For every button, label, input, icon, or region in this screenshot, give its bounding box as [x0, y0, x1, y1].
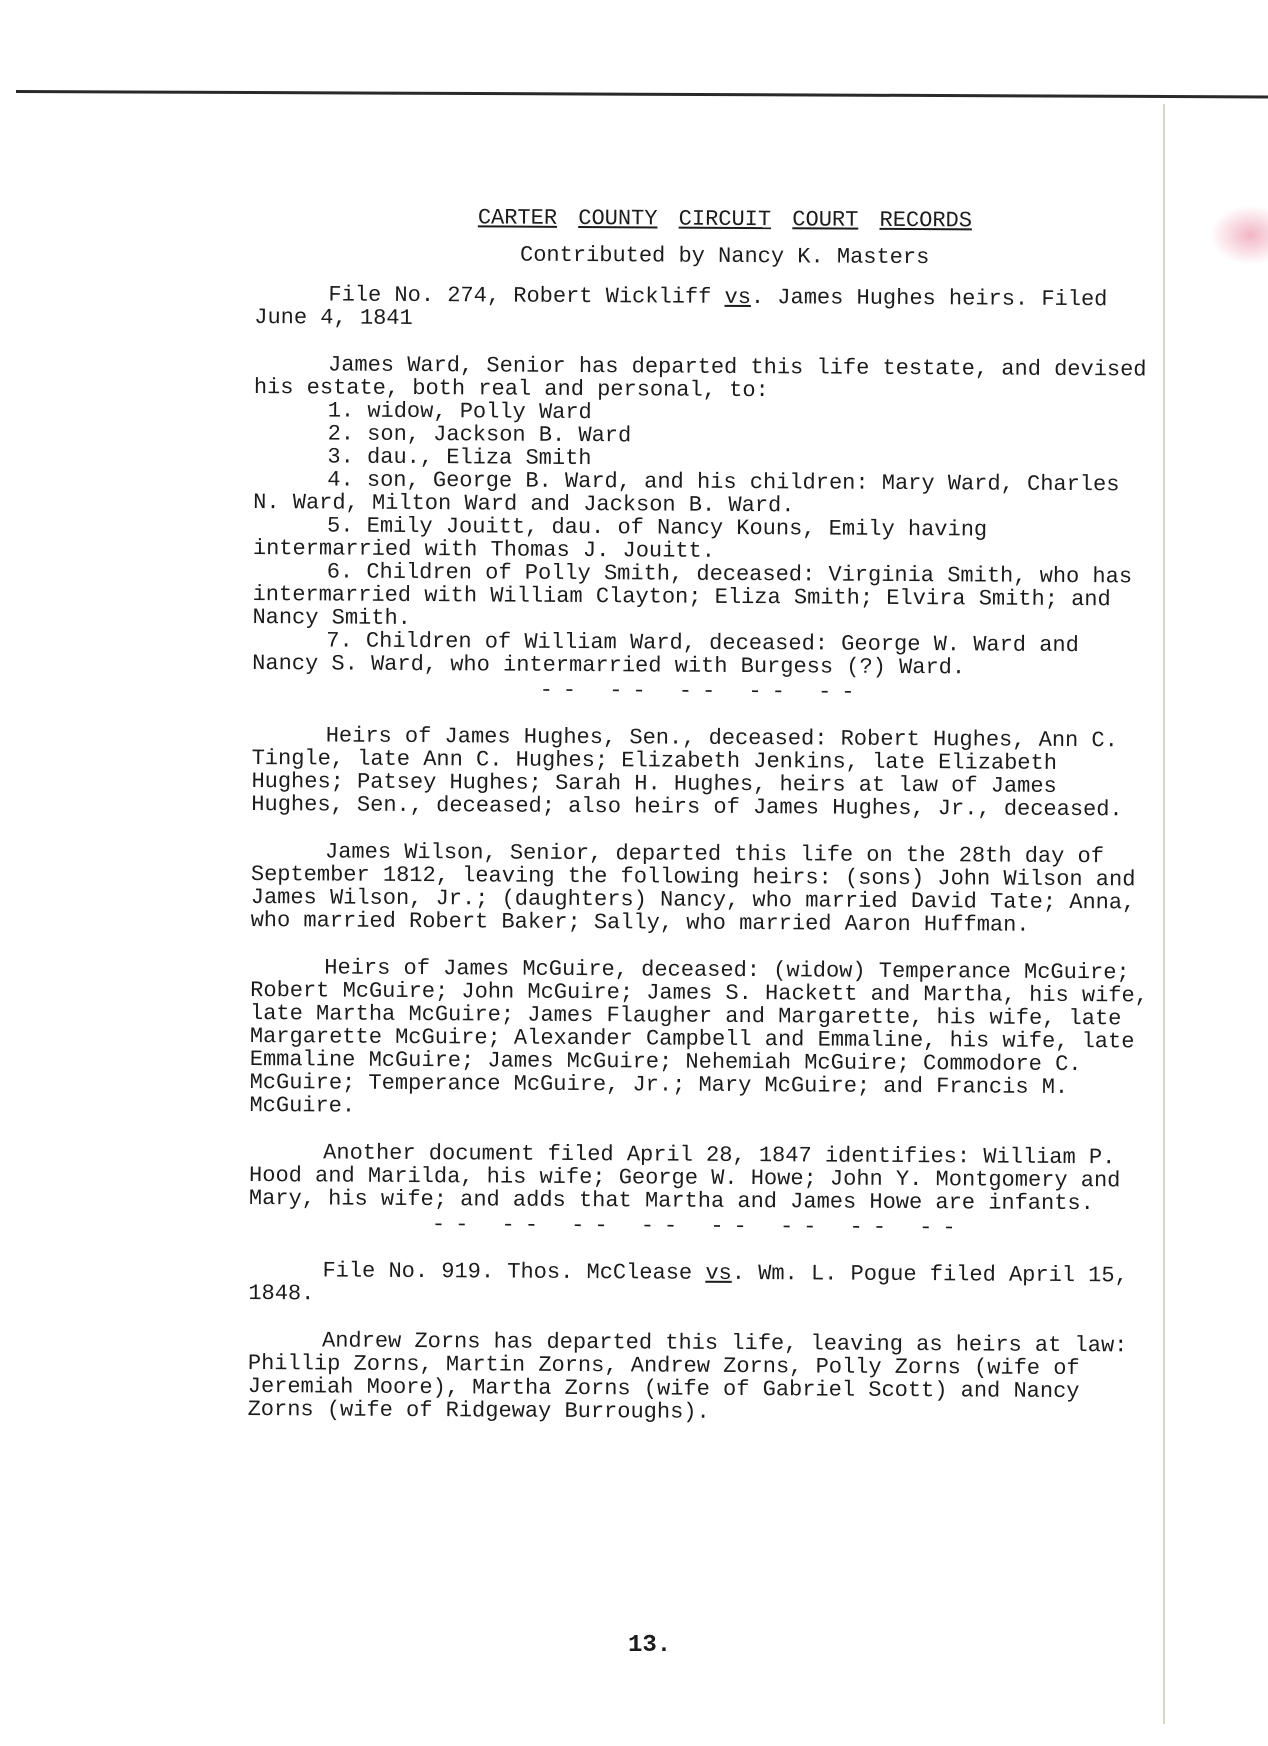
- ward-intro: James Ward, Senior has departed this life testate, and devised his estate, both real and personal, to:: [253, 352, 1147, 404]
- file-274-heading: [254, 283, 1154, 334]
- section-divider: -- -- -- -- --: [539, 677, 865, 705]
- title-word: RECORDS: [879, 207, 973, 234]
- vs-label: vs: [724, 284, 752, 311]
- file-919-heading: [248, 1259, 1148, 1310]
- another-document-paragraph: Another document filed April 28, 1847 identifies: William P. Hood and Marilda, his wife; George W. Howe; John Y. Montgomery and Mary, his wife; and adds that Martha and James Howe are infants.: [248, 1140, 1121, 1217]
- wilson-paragraph: James Wilson, Senior, departed this life on the 28th day of September 1812, leaving the following heirs: (sons) John Wilson and James Wilson, Jr.; (daughters) Nancy, who married David Tate; Anna, who married Robert Baker; Sally, who married Aaron Huffman.: [250, 839, 1136, 938]
- ward-item-6: 6. Children of Polly Smith, deceased: Virginia Smith, who has intermarried with William Clayton; Eliza Smith; Elvira Smith; and Nancy Smith.: [252, 559, 1133, 631]
- document-page: [248, 205, 1155, 1426]
- section-divider: -- -- -- -- -- -- -- --: [431, 1212, 966, 1241]
- ward-item-1: 1. widow, Polly Ward: [327, 398, 592, 426]
- title-word: COURT: [792, 207, 859, 233]
- ward-item-4: 4. son, George B. Ward, and his children: Mary Ward, Charles N. Ward, Milton Ward and Jackson B. Ward.: [253, 467, 1120, 519]
- title-word: COUNTY: [578, 205, 658, 232]
- ward-item-7: 7. Children of William Ward, deceased: George W. Ward and Nancy S. Ward, who intermarried with Burgess (?) Ward.: [252, 628, 1079, 681]
- file-274-text: File No. 274, Robert Wickliff: [328, 282, 725, 310]
- mcguire-paragraph: Heirs of James McGuire, deceased: (widow) Temperance McGuire; Robert McGuire; John McGuire; James S. Hackett and Martha, his wife, late Martha McGuire; James Flaugher and Margarette, his wife, late Margarette McGuire; Alexander Campbell and Emmaline, his wife, late Emmaline McGuire; James McGuire; Nehemiah McGuire; Commodore C. McGuire; Temperance McGuire, Jr.; Mary McGuire; and Francis M. McGuire.: [249, 955, 1149, 1119]
- file-274-text-rest: . James Hughes heirs. Filed June 4, 1841: [254, 285, 1108, 331]
- contributor-line: Contributed by Nancy K. Masters: [519, 242, 930, 271]
- zorns-paragraph: Andrew Zorns has departed this life, leaving as heirs at law: Phillip Zorns, Martin Zorns, Andrew Zorns, Polly Zorns (wife of Jeremiah Moore), Martha Zorns (wife of Gabriel Scott) and Nancy Zorns (wife of Ridgeway Burroughs).: [247, 1328, 1128, 1425]
- title-word: CIRCUIT: [678, 206, 772, 233]
- ward-item-2: 2. son, Jackson B. Ward: [327, 421, 632, 449]
- page-number: 13.: [628, 1632, 672, 1659]
- title-word: CARTER: [477, 205, 558, 231]
- page-title: [255, 205, 1155, 233]
- file-919-text: File No. 919. Thos. McClease: [322, 1258, 706, 1286]
- page-right-edge: [1163, 104, 1165, 1724]
- file-919-text-rest: . Wm. L. Pogue filed April 15, 1848.: [248, 1260, 1128, 1307]
- ward-item-3: 3. dau., Eliza Smith: [327, 444, 592, 472]
- ink-smudge: [1210, 205, 1268, 265]
- hughes-paragraph: Heirs of James Hughes, Sen., deceased: Robert Hughes, Ann C. Tingle, late Ann C. Hughes; Elizabeth Jenkins, late Elizabeth Hughes; Patsey Hughes; Sarah H. Hughes, heirs at law of James Hughes, Sen., deceased; also heirs of James Hughes, Jr., deceased.: [251, 723, 1123, 823]
- ward-item-5: 5. Emily Jouitt, dau. of Nancy Kouns, Emily having intermarried with Thomas J. Jouitt.: [252, 513, 988, 564]
- vs-label: vs: [705, 1260, 732, 1286]
- scan-background: [0, 0, 1268, 92]
